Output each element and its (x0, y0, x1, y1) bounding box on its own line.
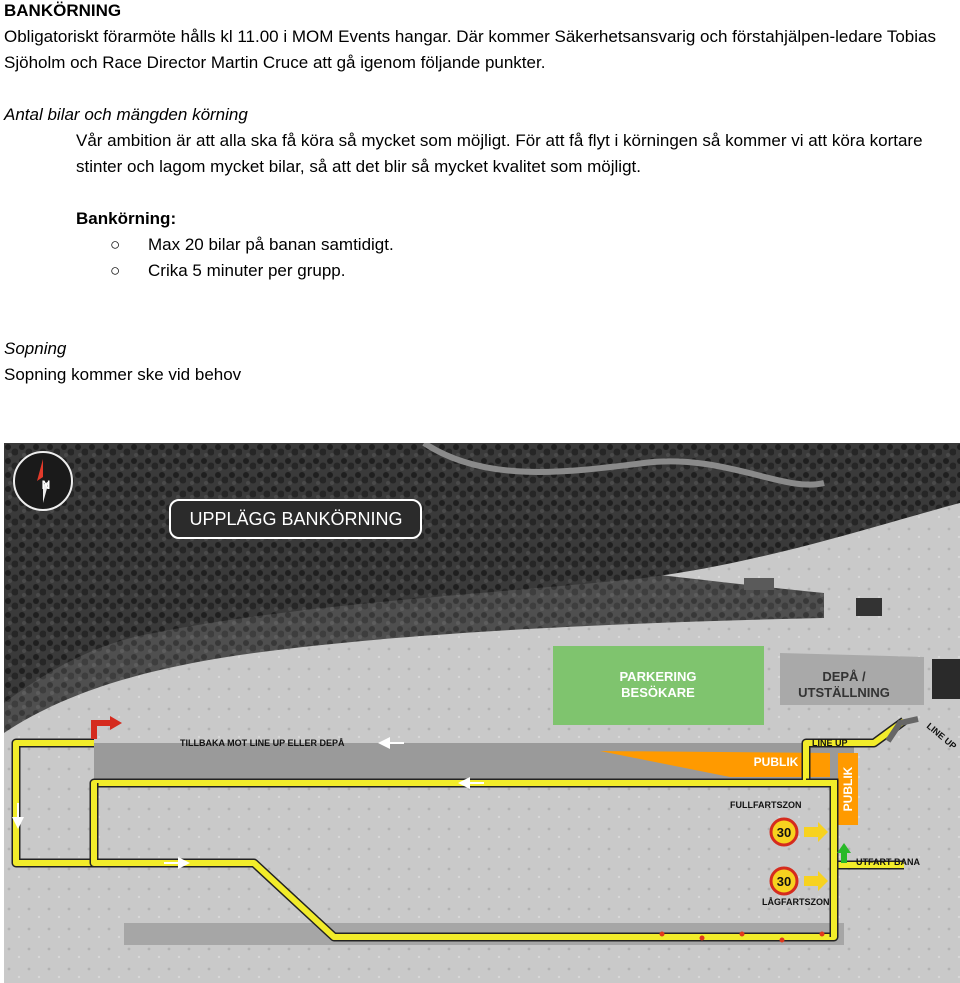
hangar-building (932, 659, 960, 699)
full-speed-zone-label: FULLFARTSZON (730, 800, 802, 810)
section-title-sweeping: Sopning (4, 339, 67, 358)
list-item (4, 258, 956, 284)
lineup-diagonal-label: LINE UP (924, 720, 959, 752)
list-item (4, 232, 956, 258)
compass-letter: N (41, 478, 51, 492)
page-heading: BANKÖRNING (4, 1, 122, 20)
exit-label: UTFART BANA (856, 857, 920, 867)
parking-label-1: PARKERING (619, 669, 697, 684)
section-title-cars: Antal bilar och mängden körning (4, 105, 248, 124)
marker-dot (780, 938, 785, 943)
map-title: UPPLÄGG BANKÖRNING (189, 509, 403, 529)
marker-dot (820, 932, 825, 937)
publik-label-horizontal: PUBLIK (753, 755, 799, 769)
publik-label-vertical: PUBLIK (841, 766, 855, 812)
building (856, 598, 882, 616)
speed-sign-value: 30 (776, 874, 792, 889)
speed-sign-value: 30 (776, 825, 792, 840)
compass-icon (14, 452, 72, 510)
marker-dot (740, 932, 745, 937)
depot-label-2: UTSTÄLLNING (798, 685, 890, 700)
marker-dot (660, 932, 665, 937)
building (744, 578, 774, 590)
list-item-text: Max 20 bilar på banan samtidigt. (148, 235, 394, 254)
return-label: TILLBAKA MOT LINE UP ELLER DEPÅ (180, 738, 345, 748)
document-body (4, 0, 956, 388)
parking-label-2: BESÖKARE (621, 685, 695, 700)
intro-paragraph: Obligatoriskt förarmöte hålls kl 11.00 i MOM Events hangar. Där kommer Säkerhetsansvarig och förstahjälpen-ledare Tobias Sjöholm och Race Director Martin Cruce att gå igenom följande punkter. (4, 27, 936, 72)
bullet-marker: ○ (110, 235, 121, 254)
depot-label-1: DEPÅ / (822, 669, 866, 684)
section-body-cars: Vår ambition är att alla ska få köra så mycket som möjligt. För att få flyt i körningen så kommer vi att köra kortare stinter och lagom mycket bilar, så att det blir så mycket kvalitet som möjligt. (76, 131, 923, 176)
list-item-text: Crika 5 minuter per grupp. (148, 261, 346, 280)
low-speed-zone-label: LÅGFARTSZON (762, 897, 830, 907)
marker-dot (700, 936, 705, 941)
track-map-svg (4, 443, 960, 983)
speed-sign (771, 819, 797, 845)
list-title: Bankörning: (76, 209, 177, 228)
track-map (4, 443, 960, 983)
lineup-label: LINE UP (812, 738, 848, 748)
bullet-marker: ○ (110, 261, 121, 280)
speed-sign (771, 868, 797, 894)
section-body-sweeping: Sopning kommer ske vid behov (4, 365, 242, 384)
